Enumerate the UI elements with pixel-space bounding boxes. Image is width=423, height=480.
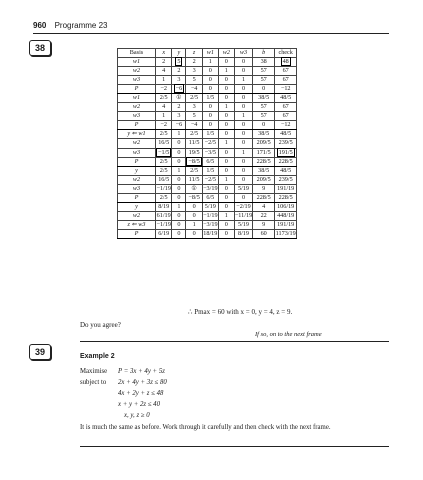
table-row [118, 139, 297, 148]
table-cell: −8/5 [186, 193, 202, 202]
table-cell: ① [172, 94, 186, 103]
example-title: Example 2 [80, 353, 115, 360]
table-cell: −6 [172, 121, 186, 130]
table-cell: 0 [218, 166, 234, 175]
table-cell: 4 [156, 103, 172, 112]
table-cell: 3 [172, 76, 186, 85]
table-cell: 60 [253, 229, 275, 238]
programme-title: Programme 23 [54, 21, 108, 30]
table-cell: 11/5 [186, 175, 202, 184]
table-cell: 1 [218, 139, 234, 148]
table-cell: 0 [202, 67, 218, 76]
table-row [118, 58, 297, 67]
table-cell: 0 [218, 85, 234, 94]
table-cell: 209/5 [253, 139, 275, 148]
table-cell: 0 [234, 67, 252, 76]
col-header: check [275, 49, 297, 58]
basis-cell: w3 [118, 184, 156, 193]
table-cell: 0 [186, 211, 202, 220]
table-cell: 0 [218, 94, 234, 103]
table-cell: 1 [172, 166, 186, 175]
table-row [118, 184, 297, 193]
table-cell: 3 [172, 112, 186, 121]
table-cell: 0 [202, 112, 218, 121]
table-header-row [118, 49, 297, 58]
table-cell: 228/5 [275, 157, 297, 166]
table-cell: 448/19 [275, 211, 297, 220]
table-cell: −3/19 [203, 184, 218, 192]
col-header: x [156, 49, 172, 58]
table-cell: −8/5 [186, 157, 202, 166]
table-cell: 2/5 [156, 193, 172, 202]
table-cell: −6 [172, 85, 186, 94]
table-row [118, 112, 297, 121]
table-cell: 0 [234, 175, 252, 184]
table-cell: 38/5 [253, 94, 275, 103]
basis-cell: w2 [118, 103, 156, 112]
problem-line: x + y + 2z ≤ 40 [118, 401, 160, 408]
table-cell: −3/19 [203, 220, 218, 228]
table-cell: 0 [172, 229, 186, 238]
table-cell: 38/5 [253, 166, 275, 175]
table-cell: 0 [218, 229, 234, 238]
table-row [118, 121, 297, 130]
table-cell: 0 [172, 175, 186, 184]
table-cell: 0 [234, 193, 252, 202]
table-cell: 11/5 [186, 139, 202, 148]
table-cell: −2 [156, 85, 172, 94]
basis-cell: P [118, 193, 156, 202]
table-cell: 106/19 [275, 202, 297, 211]
table-cell: 19/5 [186, 148, 202, 157]
table-cell: 6/19 [156, 229, 172, 238]
table-cell: 1 [218, 67, 234, 76]
table-cell: 5 [186, 112, 202, 121]
header-rule [33, 33, 389, 34]
table-cell: 48/5 [275, 130, 297, 139]
table-cell: 0 [172, 184, 186, 193]
table-cell: 48/5 [275, 166, 297, 175]
table-cell: 0 [202, 85, 218, 94]
table-cell: 0 [172, 139, 186, 148]
table-cell: 1 [234, 76, 252, 85]
table-cell: 67 [275, 112, 297, 121]
table-row [118, 130, 297, 139]
instruction-text: It is much the same as before. Work through it carefully and then check with the next frame. [80, 424, 331, 431]
table-cell: −12 [275, 85, 297, 94]
table-cell: 2/5 [156, 166, 172, 175]
table-row [118, 202, 297, 211]
frame-number-badge: 39 [29, 344, 51, 360]
basis-cell: w1 [118, 58, 156, 67]
basis-cell: P [118, 157, 156, 166]
table-cell: 67 [275, 67, 297, 76]
table-row [118, 76, 297, 85]
table-cell: −1/5 [156, 148, 172, 157]
basis-cell: P [118, 121, 156, 130]
table-row [118, 67, 297, 76]
table-cell: 0 [234, 85, 252, 94]
table-cell: 1 [156, 112, 172, 121]
frame-number-badge: 38 [29, 40, 51, 56]
table-cell: 1 [234, 112, 252, 121]
table-cell: 191/19 [275, 184, 297, 193]
table-cell: 228/5 [253, 193, 275, 202]
basis-cell: w3 [118, 148, 156, 157]
table-cell: 0 [172, 157, 186, 166]
table-cell: −1/19 [156, 184, 171, 192]
table-cell: −2/5 [202, 139, 218, 148]
table-cell: 1 [218, 211, 234, 220]
table-cell: 57 [253, 76, 275, 85]
table-cell: 3 [186, 103, 202, 112]
table-cell: 9 [253, 184, 275, 193]
table-cell: 171/5 [253, 148, 275, 157]
table-cell: 1 [218, 103, 234, 112]
table-cell: 0 [218, 121, 234, 130]
table-cell: 228/5 [253, 157, 275, 166]
table-cell: 0 [253, 121, 275, 130]
table-cell: 0 [186, 229, 202, 238]
col-header: w3 [234, 49, 252, 58]
bottom-rule [80, 446, 389, 447]
table-cell: 0 [218, 112, 234, 121]
table-cell: 1 [234, 148, 252, 157]
table-cell: 0 [218, 58, 234, 67]
table-cell: 2/5 [156, 94, 172, 103]
table-cell: −2/5 [202, 175, 218, 184]
table-cell: 48/5 [275, 94, 297, 103]
col-header: b [253, 49, 275, 58]
table-cell: −4 [186, 121, 202, 130]
table-cell: 0 [234, 94, 252, 103]
basis-cell: y [118, 202, 156, 211]
table-cell: 67 [275, 76, 297, 85]
table-row [118, 148, 297, 157]
table-cell: 0 [234, 139, 252, 148]
table-cell: 0 [172, 220, 186, 229]
col-header: w1 [202, 49, 218, 58]
table-row [118, 103, 297, 112]
basis-cell: w3 [118, 112, 156, 121]
table-cell: 209/5 [253, 175, 275, 184]
table-cell: 0 [234, 130, 252, 139]
table-cell: 228/5 [275, 193, 297, 202]
frame-divider [80, 341, 389, 342]
table-cell: 0 [234, 166, 252, 175]
col-header: Basis [118, 49, 156, 58]
table-cell: 57 [253, 112, 275, 121]
col-header: y [172, 49, 186, 58]
table-cell: 1173/19 [275, 229, 296, 237]
basis-cell: z ⇐ w3 [118, 220, 156, 229]
table-cell: 1 [218, 175, 234, 184]
conclusion-line: ∴ Pmax = 60 with x = 0, y = 4, z = 9. [188, 308, 293, 316]
table-row [118, 175, 297, 184]
table-cell: ① [186, 184, 202, 193]
table-cell: 4 [253, 202, 275, 211]
table-cell: 0 [234, 58, 252, 67]
table-cell: 1/5 [202, 130, 218, 139]
table-cell: 0 [172, 148, 186, 157]
table-cell: 0 [234, 103, 252, 112]
table-cell: 48 [275, 58, 297, 67]
table-cell: 8/19 [234, 229, 252, 238]
table-cell: 2/5 [186, 94, 202, 103]
table-cell: 239/5 [275, 175, 297, 184]
basis-cell: y ⇐ w1 [118, 130, 156, 139]
problem-line: x, y, z ≥ 0 [124, 412, 150, 419]
basis-cell: P [118, 85, 156, 94]
table-cell: 2/5 [156, 157, 172, 166]
table-cell: 6/5 [202, 193, 218, 202]
next-frame-hint: If so, on to the next frame [255, 331, 322, 338]
table-cell: 57 [253, 67, 275, 76]
col-header: w2 [218, 49, 234, 58]
table-cell: 0 [218, 76, 234, 85]
table-cell: 22 [253, 211, 275, 220]
problem-line: Maximise P = 3x + 4y + 5z [80, 368, 165, 375]
table-cell: 5 [172, 58, 186, 67]
basis-cell: y [118, 166, 156, 175]
table-row [118, 85, 297, 94]
table-row [118, 220, 297, 229]
table-cell: 18/19 [203, 229, 218, 237]
table-cell: 2 [186, 58, 202, 67]
table-cell: 0 [218, 148, 234, 157]
table-cell: 1 [172, 130, 186, 139]
table-cell: 0 [186, 202, 202, 211]
table-cell: 16/5 [156, 175, 172, 184]
table-cell: 6/5 [202, 157, 218, 166]
table-cell: 191/19 [275, 220, 297, 229]
table-cell: 0 [234, 157, 252, 166]
basis-cell: w2 [118, 139, 156, 148]
table-cell: 16/5 [156, 139, 172, 148]
table-cell: 38 [253, 58, 275, 67]
problem-line: 4x + 2y + z ≤ 48 [118, 390, 164, 397]
table-row [118, 157, 297, 166]
table-cell: 0 [253, 85, 275, 94]
table-cell: 0 [218, 157, 234, 166]
page-number: 960 [33, 21, 47, 30]
table-cell: 0 [218, 184, 234, 193]
table-cell: 0 [202, 76, 218, 85]
table-cell: 1/5 [202, 94, 218, 103]
table-cell: 2 [156, 58, 172, 67]
table-cell: 1 [172, 202, 186, 211]
page-header [33, 21, 108, 30]
table-cell: 9 [253, 220, 275, 229]
table-cell: 0 [218, 193, 234, 202]
table-cell: 0 [202, 121, 218, 130]
simplex-tableau [117, 48, 297, 239]
table-cell: 67 [275, 103, 297, 112]
basis-cell: P [118, 229, 156, 238]
table-cell: −4 [186, 85, 202, 94]
table-row [118, 193, 297, 202]
table-cell: 4 [156, 67, 172, 76]
table-row [118, 94, 297, 103]
basis-cell: w3 [118, 76, 156, 85]
table-cell: −1/19 [203, 211, 218, 219]
question-text: Do you agree? [80, 321, 121, 329]
table-cell: −12 [275, 121, 297, 130]
basis-cell: w2 [118, 175, 156, 184]
table-cell: 0 [218, 202, 234, 211]
table-cell: 38/5 [253, 130, 275, 139]
table-cell: 57 [253, 103, 275, 112]
table-cell: 0 [218, 220, 234, 229]
basis-cell: w2 [118, 211, 156, 220]
basis-cell: w1 [118, 94, 156, 103]
table-cell: 0 [202, 103, 218, 112]
table-cell: 0 [172, 193, 186, 202]
table-cell: 2/5 [156, 130, 172, 139]
table-cell: 3 [186, 67, 202, 76]
table-cell: 1/5 [202, 166, 218, 175]
table-cell: 0 [218, 130, 234, 139]
table-cell: 5/19 [202, 202, 218, 211]
table-cell: 2 [172, 103, 186, 112]
table-cell: −2/19 [236, 202, 251, 210]
table-cell: 2/5 [186, 130, 202, 139]
table-cell: 0 [234, 121, 252, 130]
table-cell: 61/19 [156, 211, 171, 219]
table-cell: 5 [186, 76, 202, 85]
table-cell: 5/19 [234, 220, 252, 229]
table-cell: 191/5 [275, 148, 297, 157]
table-row [118, 166, 297, 175]
col-header: z [186, 49, 202, 58]
table-cell: 239/5 [275, 139, 297, 148]
table-cell: 1 [186, 220, 202, 229]
problem-line: subject to 2x + 4y + 3z ≤ 80 [80, 379, 167, 386]
table-cell: −3/5 [202, 148, 218, 157]
table-cell: 2/5 [186, 166, 202, 175]
table-cell: −2 [156, 121, 172, 130]
table-cell: 1 [156, 76, 172, 85]
table-cell: 2 [172, 67, 186, 76]
table-cell: 1 [202, 58, 218, 67]
table-cell: −1/19 [156, 220, 171, 228]
basis-cell: w2 [118, 67, 156, 76]
table-cell: 0 [172, 211, 186, 220]
table-cell: 8/19 [156, 202, 172, 211]
table-cell: 5/19 [234, 184, 252, 193]
table-cell: −11/19 [234, 211, 253, 219]
table-row [118, 229, 297, 238]
table-row [118, 211, 297, 220]
